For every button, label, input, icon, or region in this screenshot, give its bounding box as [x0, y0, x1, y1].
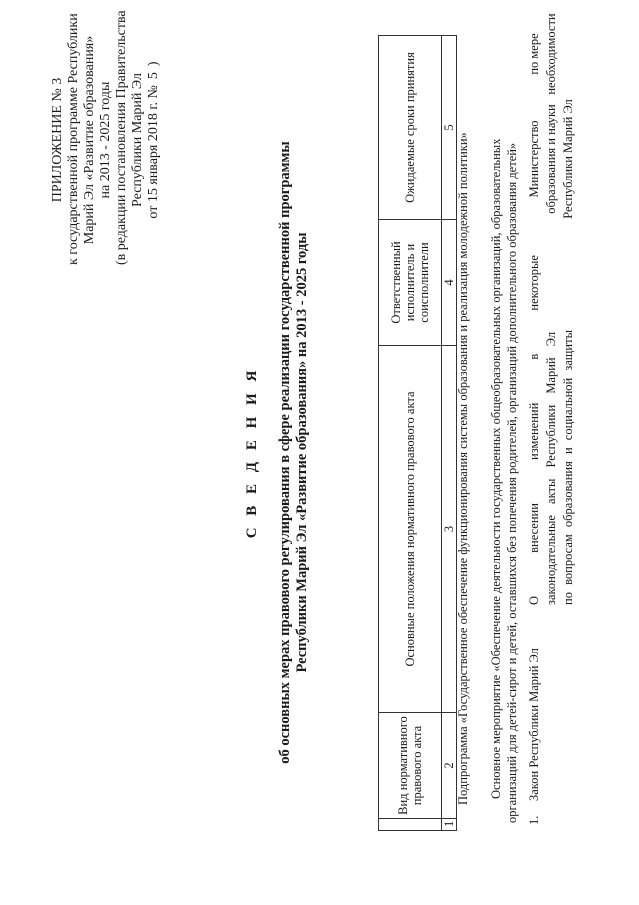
column-number: 1 — [442, 819, 457, 831]
column-header: Вид нормативного правового акта — [379, 713, 442, 819]
main-event-text — [488, 38, 520, 823]
term-line: необходимости — [544, 13, 558, 95]
provisions-line: законодательные акты Республики Марий Эл — [544, 331, 558, 605]
date-prefix: от — [146, 205, 161, 219]
executor-line: Министерство — [527, 120, 541, 198]
term-line: по мере — [527, 33, 541, 75]
appendix-block — [50, 10, 162, 265]
executor-line: Республики Марий Эл — [561, 99, 575, 219]
date-number: 5 — [146, 72, 161, 80]
date-day: 15 — [146, 188, 161, 203]
document-title: С В Е Д Е Н И Я — [244, 366, 260, 539]
appendix-line: к государственной программе Республики — [66, 13, 81, 265]
column-header: Ответственный исполнитель и соисполнители — [379, 220, 442, 346]
column-header: Основные положения нормативного правового акта — [379, 346, 442, 713]
document-subtitle-line: об основных мерах правового регулирования в сфере реализации государственной программы — [277, 141, 293, 764]
date-month: января 2018 г. № — [146, 85, 161, 185]
provisions-line: О внесении изменений в некоторые — [527, 255, 541, 605]
column-number: 4 — [442, 220, 457, 346]
table-column-numbers-row — [442, 36, 457, 831]
appendix-line: (в редакции постановления Правительства — [114, 10, 129, 265]
appendix-date-line — [146, 15, 162, 265]
row-number: 1. — [527, 815, 541, 825]
measures-table — [378, 35, 457, 831]
main-event-line: организаций для детей-сирот и детей, оставшихся без попечения родителей, организаций дополнительного образования детей» — [505, 142, 519, 823]
provisions-line: по вопросам образования и социальной защиты — [561, 330, 575, 605]
appendix-line: на 2013 - 2025 годы — [98, 81, 113, 199]
appendix-line: Республики Марий Эл — [130, 73, 145, 207]
column-number: 2 — [442, 713, 457, 819]
executor-line: образования и науки — [544, 104, 558, 214]
document-subtitle-line: Республики Марий Эл «Развитие образования» на 2013 - 2025 годы — [294, 232, 310, 673]
row-act-provisions — [526, 235, 577, 605]
column-header: Ожидаемые сроки принятия — [379, 36, 442, 220]
appendix-line: Марий Эл «Развитие образования» — [82, 35, 97, 245]
row-term — [526, 11, 560, 97]
row-executor — [526, 95, 577, 223]
subprogram-title: Подпрограмма «Государственное обеспечение функционирования системы образования и реализация молодежной политики» — [456, 132, 470, 805]
table-header-row — [379, 36, 442, 831]
column-number: 5 — [442, 36, 457, 220]
row-act-kind: Закон Республики Марий Эл — [527, 648, 541, 801]
appendix-title: ПРИЛОЖЕНИЕ № 3 — [50, 77, 65, 203]
date-suffix: ) — [146, 61, 161, 67]
main-event-line: Основное мероприятие «Обеспечение деятельности государственных общеобразовательных организаций, образовательных — [489, 138, 503, 799]
column-header-number — [379, 819, 442, 831]
column-number: 3 — [442, 346, 457, 713]
document-heading — [244, 0, 311, 905]
